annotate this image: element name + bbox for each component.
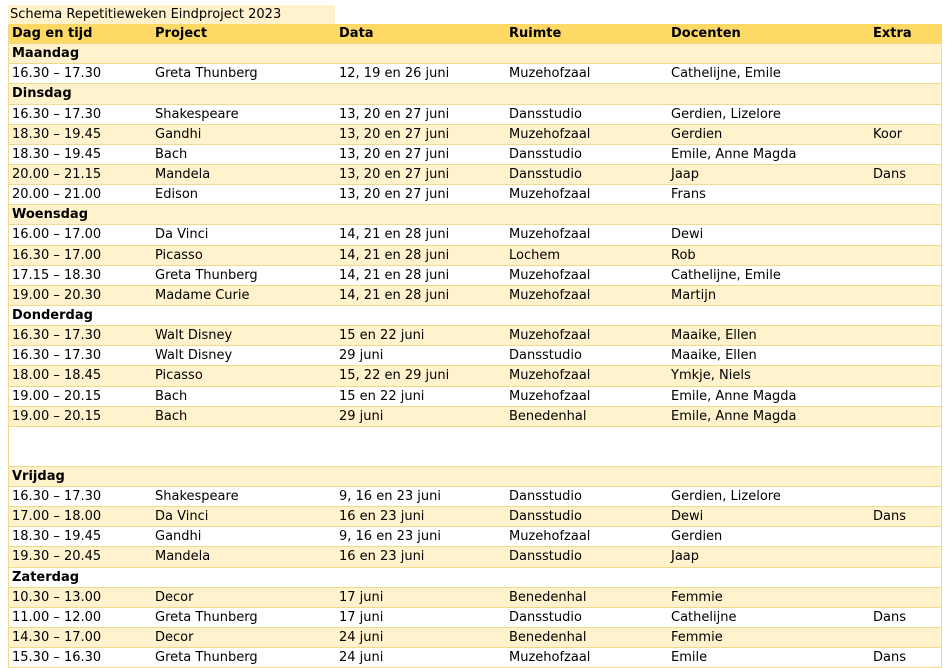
cell-room[interactable]: Dansstudio [509, 146, 582, 162]
cell-room[interactable]: Benedenhal [509, 629, 587, 645]
cell-project[interactable]: Gandhi [155, 529, 202, 545]
day-label[interactable]: Zaterdag [12, 569, 80, 585]
cell-dates[interactable]: 15, 22 en 29 juni [339, 368, 450, 384]
sheet-title: Schema Repetitieweken Eindproject 2023 [8, 5, 335, 24]
table-row [8, 366, 942, 386]
cell-teachers[interactable]: Ymkje, Niels [671, 368, 751, 384]
cell-day-time[interactable]: 16.30 – 17.30 [12, 488, 102, 504]
cell-room[interactable]: Muzehofzaal [509, 126, 591, 142]
cell-extra[interactable]: Dans [873, 509, 906, 525]
day-heading-row [8, 84, 942, 104]
cell-dates[interactable]: 13, 20 en 27 juni [339, 166, 450, 182]
cell-day-time[interactable]: 17.15 – 18.30 [12, 267, 102, 283]
table-row [8, 407, 942, 427]
cell-room[interactable]: Benedenhal [509, 408, 587, 424]
table-row [8, 266, 942, 286]
cell-extra[interactable]: Dans [873, 609, 906, 625]
table-row [8, 387, 942, 407]
cell-teachers[interactable]: Cathelijne, Emile [671, 267, 781, 283]
cell-day-time[interactable]: 19.30 – 20.45 [12, 549, 102, 565]
cell-room[interactable]: Dansstudio [509, 488, 582, 504]
table-row [8, 628, 942, 648]
cell-teachers[interactable]: Gerdien [671, 126, 723, 142]
cell-room[interactable]: Muzehofzaal [509, 328, 591, 344]
cell-dates[interactable]: 16 en 23 juni [339, 509, 425, 525]
cell-day-time[interactable]: 15.30 – 16.30 [12, 650, 102, 666]
cell-day-time[interactable]: 19.00 – 20.30 [12, 287, 102, 303]
cell-teachers[interactable]: Rob [671, 247, 696, 263]
day-heading-row [8, 568, 942, 588]
cell-teachers[interactable]: Cathelijne [671, 609, 737, 625]
cell-project[interactable]: Walt Disney [155, 348, 233, 364]
cell-room[interactable]: Muzehofzaal [509, 529, 591, 545]
cell-room[interactable]: Lochem [509, 247, 561, 263]
cell-day-time[interactable]: 20.00 – 21.00 [12, 187, 102, 203]
cell-extra[interactable]: Dans [873, 650, 906, 666]
cell-day-time[interactable]: 16.30 – 17.30 [12, 348, 102, 364]
day-heading-row [8, 205, 942, 225]
table-row [8, 165, 942, 185]
cell-project[interactable]: Shakespeare [155, 488, 239, 504]
cell-day-time[interactable]: 17.00 – 18.00 [12, 509, 102, 525]
cell-project[interactable]: Bach [155, 408, 188, 424]
schedule-table [8, 24, 942, 668]
day-heading-row [8, 306, 942, 326]
cell-day-time[interactable]: 16.30 – 17.30 [12, 106, 102, 122]
table-row [8, 487, 942, 507]
cell-dates[interactable]: 17 juni [339, 589, 384, 605]
cell-teachers[interactable]: Gerdien, Lizelore [671, 488, 781, 504]
cell-project[interactable]: Greta Thunberg [155, 609, 258, 625]
cell-extra[interactable]: Koor [873, 126, 903, 142]
cell-dates[interactable]: 29 juni [339, 408, 384, 424]
day-label[interactable]: Dinsdag [12, 86, 72, 102]
table-row [8, 64, 942, 84]
cell-dates[interactable]: 14, 21 en 28 juni [339, 227, 450, 243]
cell-room[interactable]: Dansstudio [509, 549, 582, 565]
cell-day-time[interactable]: 16.00 – 17.00 [12, 227, 102, 243]
cell-teachers[interactable]: Emile, Anne Magda [671, 388, 797, 404]
cell-room[interactable]: Dansstudio [509, 166, 582, 182]
cell-dates[interactable]: 13, 20 en 27 juni [339, 146, 450, 162]
cell-project[interactable]: Bach [155, 146, 188, 162]
cell-project[interactable]: Gandhi [155, 126, 202, 142]
cell-room[interactable]: Muzehofzaal [509, 187, 591, 203]
table-row [8, 185, 942, 205]
table-row [8, 105, 942, 125]
cell-teachers[interactable]: Frans [671, 187, 706, 203]
header-extra[interactable]: Extra [873, 26, 912, 41]
cell-room[interactable]: Benedenhal [509, 589, 587, 605]
cell-day-time[interactable]: 18.30 – 19.45 [12, 529, 102, 545]
cell-dates[interactable]: 15 en 22 juni [339, 328, 425, 344]
cell-room[interactable]: Muzehofzaal [509, 388, 591, 404]
cell-project[interactable]: Greta Thunberg [155, 66, 258, 82]
cell-teachers[interactable]: Gerdien [671, 529, 723, 545]
cell-teachers[interactable]: Emile, Anne Magda [671, 146, 797, 162]
cell-dates[interactable]: 9, 16 en 23 juni [339, 529, 441, 545]
cell-teachers[interactable]: Emile [671, 650, 708, 666]
cell-day-time[interactable]: 11.00 – 12.00 [12, 609, 102, 625]
cell-dates[interactable]: 15 en 22 juni [339, 388, 425, 404]
table-row [8, 286, 942, 306]
empty-row [8, 427, 942, 467]
cell-day-time[interactable]: 19.00 – 20.15 [12, 388, 102, 404]
cell-day-time[interactable]: 14.30 – 17.00 [12, 629, 102, 645]
table-row [8, 246, 942, 266]
cell-project[interactable]: Bach [155, 388, 188, 404]
table-row [8, 507, 942, 527]
cell-project[interactable]: Greta Thunberg [155, 267, 258, 283]
cell-project[interactable]: Edison [155, 187, 199, 203]
header-project[interactable]: Project [155, 26, 208, 41]
cell-day-time[interactable]: 18.30 – 19.45 [12, 146, 102, 162]
table-row [8, 125, 942, 145]
cell-project[interactable]: Shakespeare [155, 106, 239, 122]
cell-dates[interactable]: 24 juni [339, 650, 384, 666]
day-heading-row [8, 44, 942, 64]
cell-teachers[interactable]: Femmie [671, 629, 723, 645]
cell-day-time[interactable]: 18.30 – 19.45 [12, 126, 102, 142]
cell-project[interactable]: Greta Thunberg [155, 650, 258, 666]
cell-day-time[interactable]: 19.00 – 20.15 [12, 408, 102, 424]
cell-project[interactable]: Madame Curie [155, 287, 250, 303]
table-row [8, 648, 942, 668]
cell-project[interactable]: Da Vinci [155, 227, 209, 243]
day-heading-row [8, 467, 942, 487]
day-label[interactable]: Maandag [12, 46, 80, 62]
cell-room[interactable]: Dansstudio [509, 348, 582, 364]
cell-teachers[interactable]: Gerdien, Lizelore [671, 106, 781, 122]
day-label[interactable]: Woensdag [12, 207, 89, 223]
cell-dates[interactable]: 14, 21 en 28 juni [339, 287, 450, 303]
cell-teachers[interactable]: Jaap [671, 549, 700, 565]
cell-project[interactable]: Picasso [155, 368, 203, 384]
cell-dates[interactable]: 24 juni [339, 629, 384, 645]
cell-room[interactable]: Muzehofzaal [509, 267, 591, 283]
cell-day-time[interactable]: 16.30 – 17.30 [12, 66, 102, 82]
cell-teachers[interactable]: Jaap [671, 166, 700, 182]
cell-dates[interactable]: 16 en 23 juni [339, 549, 425, 565]
cell-room[interactable]: Dansstudio [509, 509, 582, 525]
cell-day-time[interactable]: 18.00 – 18.45 [12, 368, 102, 384]
cell-teachers[interactable]: Maaike, Ellen [671, 348, 757, 364]
table-row [8, 346, 942, 366]
header-day-time[interactable]: Dag en tijd [12, 26, 93, 41]
cell-teachers[interactable]: Maaike, Ellen [671, 328, 757, 344]
cell-extra[interactable]: Dans [873, 166, 906, 182]
cell-room[interactable]: Muzehofzaal [509, 650, 591, 666]
cell-room[interactable]: Muzehofzaal [509, 368, 591, 384]
cell-day-time[interactable]: 16.30 – 17.30 [12, 328, 102, 344]
cell-teachers[interactable]: Femmie [671, 589, 723, 605]
cell-project[interactable]: Decor [155, 629, 194, 645]
cell-teachers[interactable]: Dewi [671, 509, 704, 525]
cell-day-time[interactable]: 10.30 – 13.00 [12, 589, 102, 605]
cell-teachers[interactable]: Emile, Anne Magda [671, 408, 797, 424]
cell-project[interactable]: Walt Disney [155, 328, 233, 344]
cell-teachers[interactable]: Cathelijne, Emile [671, 66, 781, 82]
day-label[interactable]: Donderdag [12, 307, 93, 323]
cell-room[interactable]: Muzehofzaal [509, 227, 591, 243]
table-row [8, 326, 942, 346]
cell-project[interactable]: Mandela [155, 166, 211, 182]
cell-room[interactable]: Muzehofzaal [509, 66, 591, 82]
header-row [8, 24, 942, 44]
cell-dates[interactable]: 14, 21 en 28 juni [339, 267, 450, 283]
table-row [8, 547, 942, 567]
table-body [8, 44, 942, 668]
cell-dates[interactable]: 13, 20 en 27 juni [339, 106, 450, 122]
cell-dates[interactable]: 13, 20 en 27 juni [339, 187, 450, 203]
cell-day-time[interactable]: 20.00 – 21.15 [12, 166, 102, 182]
table-row [8, 145, 942, 165]
table-row [8, 527, 942, 547]
cell-project[interactable]: Mandela [155, 549, 211, 565]
cell-dates[interactable]: 9, 16 en 23 juni [339, 488, 441, 504]
cell-teachers[interactable]: Martijn [671, 287, 717, 303]
cell-dates[interactable]: 17 juni [339, 609, 384, 625]
cell-day-time[interactable]: 16.30 – 17.00 [12, 247, 102, 263]
cell-room[interactable]: Muzehofzaal [509, 287, 591, 303]
cell-dates[interactable]: 29 juni [339, 348, 384, 364]
cell-dates[interactable]: 12, 19 en 26 juni [339, 66, 450, 82]
cell-project[interactable]: Decor [155, 589, 194, 605]
table-row [8, 225, 942, 245]
header-room[interactable]: Ruimte [509, 26, 562, 41]
cell-teachers[interactable]: Dewi [671, 227, 704, 243]
cell-dates[interactable]: 13, 20 en 27 juni [339, 126, 450, 142]
cell-room[interactable]: Dansstudio [509, 609, 582, 625]
cell-project[interactable]: Picasso [155, 247, 203, 263]
table-row [8, 608, 942, 628]
header-teachers[interactable]: Docenten [671, 26, 741, 41]
table-row [8, 588, 942, 608]
day-label[interactable]: Vrijdag [12, 468, 65, 484]
cell-dates[interactable]: 14, 21 en 28 juni [339, 247, 450, 263]
cell-project[interactable]: Da Vinci [155, 509, 209, 525]
cell-room[interactable]: Dansstudio [509, 106, 582, 122]
header-dates[interactable]: Data [339, 26, 374, 41]
